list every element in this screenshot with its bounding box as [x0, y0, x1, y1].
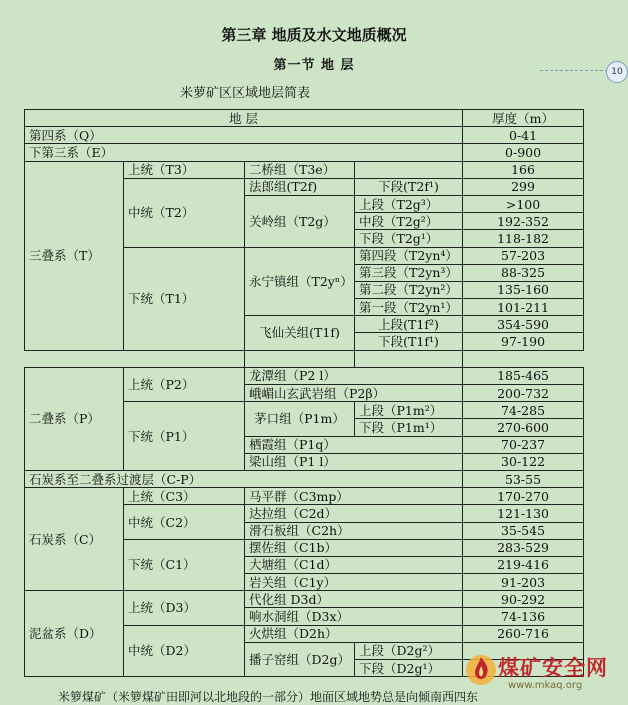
- c1y-thickness: 91-203: [463, 574, 584, 591]
- t3e-formation: 二桥组（T3e）: [245, 161, 355, 178]
- p2l-thickness: 185-465: [463, 367, 584, 384]
- c2d-thickness: 121-130: [463, 505, 584, 522]
- d2-series: 中统（D2）: [124, 625, 245, 677]
- strata-table: [24, 109, 584, 677]
- p1l-formation: 梁山组（P1 l）: [245, 453, 463, 470]
- t2yn4-member: 第四段（T2yn⁴）: [355, 247, 463, 264]
- p2-series: 上统（P2）: [124, 367, 245, 401]
- cp-system: 石炭系至二叠系过渡层（C-P）: [25, 470, 463, 487]
- t2yn3-thickness: 88-325: [463, 264, 584, 281]
- p1m-formation: 茅口组（P1m）: [245, 402, 355, 436]
- footer-paragraph: 米箩煤矿（米箩煤矿田即河以北地段的一部分）地面区域地势总是向倾南西四东: [58, 690, 479, 704]
- c2h-formation: 滑石板组（C2h）: [245, 522, 463, 539]
- p1-series: 下统（P1）: [124, 402, 245, 471]
- c3mp-formation: 马平群（C3mp）: [245, 488, 463, 505]
- t2yn3-member: 第三段（T2yn³）: [355, 264, 463, 281]
- t1-series: 下统（T1）: [124, 247, 245, 350]
- c1b-thickness: 283-529: [463, 539, 584, 556]
- t2yn1-member: 第一段（T2yn¹）: [355, 299, 463, 316]
- t2g3-thickness: >100: [463, 195, 584, 212]
- page-marker-line: [540, 70, 608, 71]
- d2h-thickness: 260-716: [463, 625, 584, 642]
- d3-series: 上统（D3）: [124, 591, 245, 625]
- t-system: 三叠系（T）: [25, 161, 124, 350]
- page-number-marker: 10: [606, 61, 628, 83]
- p1m2-member: 上段（P1m²）: [355, 402, 463, 419]
- t2yn1-thickness: 101-211: [463, 299, 584, 316]
- d2g-formation: 播子窑组（D2g）: [245, 642, 355, 676]
- c1d-thickness: 219-416: [463, 556, 584, 573]
- p2l-formation: 龙潭组（P2 l）: [245, 367, 463, 384]
- t3e-thickness: 166: [463, 161, 584, 178]
- header-layer: 地 层: [25, 110, 463, 127]
- p2b-formation: 峨嵋山玄武岩组（P2β）: [245, 385, 463, 402]
- c1y-formation: 岩关组（C1y）: [245, 574, 463, 591]
- t2g1-member: 下段（T2g¹）: [355, 230, 463, 247]
- t2yn-formation: 永宁镇组（T2yⁿ）: [245, 247, 355, 316]
- d3x-thickness: 74-136: [463, 608, 584, 625]
- table-caption: 米萝矿区区域地层简表: [180, 86, 311, 101]
- d2h-formation: 火烘组（D2h）: [245, 625, 463, 642]
- p1q-thickness: 70-237: [463, 436, 584, 453]
- e-thickness: 0-900: [463, 144, 584, 161]
- t2f-thickness: 299: [463, 178, 584, 195]
- chapter-title: 第三章 地质及水文地质概况: [221, 26, 407, 44]
- p1m1-thickness: 270-600: [463, 419, 584, 436]
- watermark-url: www.mkaq.org: [508, 680, 583, 691]
- t2g2-member: 中段（T2g²）: [355, 213, 463, 230]
- c3-series: 上统（C3）: [124, 488, 245, 505]
- e-system: 下第三系（E）: [25, 144, 463, 161]
- d2g2-member: 上段（D2g²）: [355, 642, 463, 659]
- c2d-formation: 达拉组（C2d）: [245, 505, 463, 522]
- t1f2-member: 上段(T1f²): [355, 316, 463, 333]
- cp-thickness: 53-55: [463, 470, 584, 487]
- t1f2-thickness: 354-590: [463, 316, 584, 333]
- t2g2-thickness: 192-352: [463, 213, 584, 230]
- t2-series: 中统（T2）: [124, 178, 245, 247]
- t2g1-thickness: 118-182: [463, 230, 584, 247]
- c2h-thickness: 35-545: [463, 522, 584, 539]
- p1q-formation: 栖霞组（P1q）: [245, 436, 463, 453]
- q-thickness: 0-41: [463, 127, 584, 144]
- c1d-formation: 大塘组（C1d）: [245, 556, 463, 573]
- c2-series: 中统（C2）: [124, 505, 245, 539]
- t2yn4-thickness: 57-203: [463, 247, 584, 264]
- t1-spacer-2: [355, 350, 463, 367]
- t1f1-thickness: 97-190: [463, 333, 584, 350]
- p2b-thickness: 200-732: [463, 385, 584, 402]
- c-system: 石炭系（C）: [25, 488, 124, 591]
- t3-series: 上统（T3）: [124, 161, 245, 178]
- site-watermark: [462, 648, 628, 698]
- d3x-formation: 响水洞组（D3x）: [245, 608, 463, 625]
- t2yn2-member: 第二段（T2yn²）: [355, 281, 463, 298]
- t2g-formation: 关岭组（T2g）: [245, 195, 355, 247]
- p1m1-member: 下段（P1m¹）: [355, 419, 463, 436]
- section-title: 第一节 地 层: [273, 58, 355, 73]
- t2g3-member: 上段（T2g³）: [355, 195, 463, 212]
- t1-spacer: [245, 350, 355, 367]
- d3d-thickness: 90-292: [463, 591, 584, 608]
- c1-series: 下统（C1）: [124, 539, 245, 591]
- watermark-text: 煤矿安全网: [498, 656, 608, 680]
- t2f-formation: 法郎组(T2f): [245, 178, 355, 195]
- d-system: 泥盆系（D）: [25, 591, 124, 677]
- t1f-formation: 飞仙关组(T1f): [245, 316, 355, 350]
- c1b-formation: 摆佐组（C1b）: [245, 539, 463, 556]
- d2g1-member: 下段（D2g¹）: [355, 660, 463, 677]
- d3d-formation: 代化组 D3d）: [245, 591, 463, 608]
- t2yn2-thickness: 135-160: [463, 281, 584, 298]
- t3e-blank: [355, 161, 463, 178]
- t1f1-member: 下段(T1f¹): [355, 333, 463, 350]
- p1l-thickness: 30-122: [463, 453, 584, 470]
- c3mp-thickness: 170-270: [463, 488, 584, 505]
- flame-logo-icon: [464, 652, 498, 686]
- p1m2-thickness: 74-285: [463, 402, 584, 419]
- t2f-lower: 下段(T2f¹): [355, 178, 463, 195]
- header-thickness: 厚度（m）: [463, 110, 584, 127]
- p-system: 二叠系（P）: [25, 367, 124, 470]
- q-system: 第四系（Q）: [25, 127, 463, 144]
